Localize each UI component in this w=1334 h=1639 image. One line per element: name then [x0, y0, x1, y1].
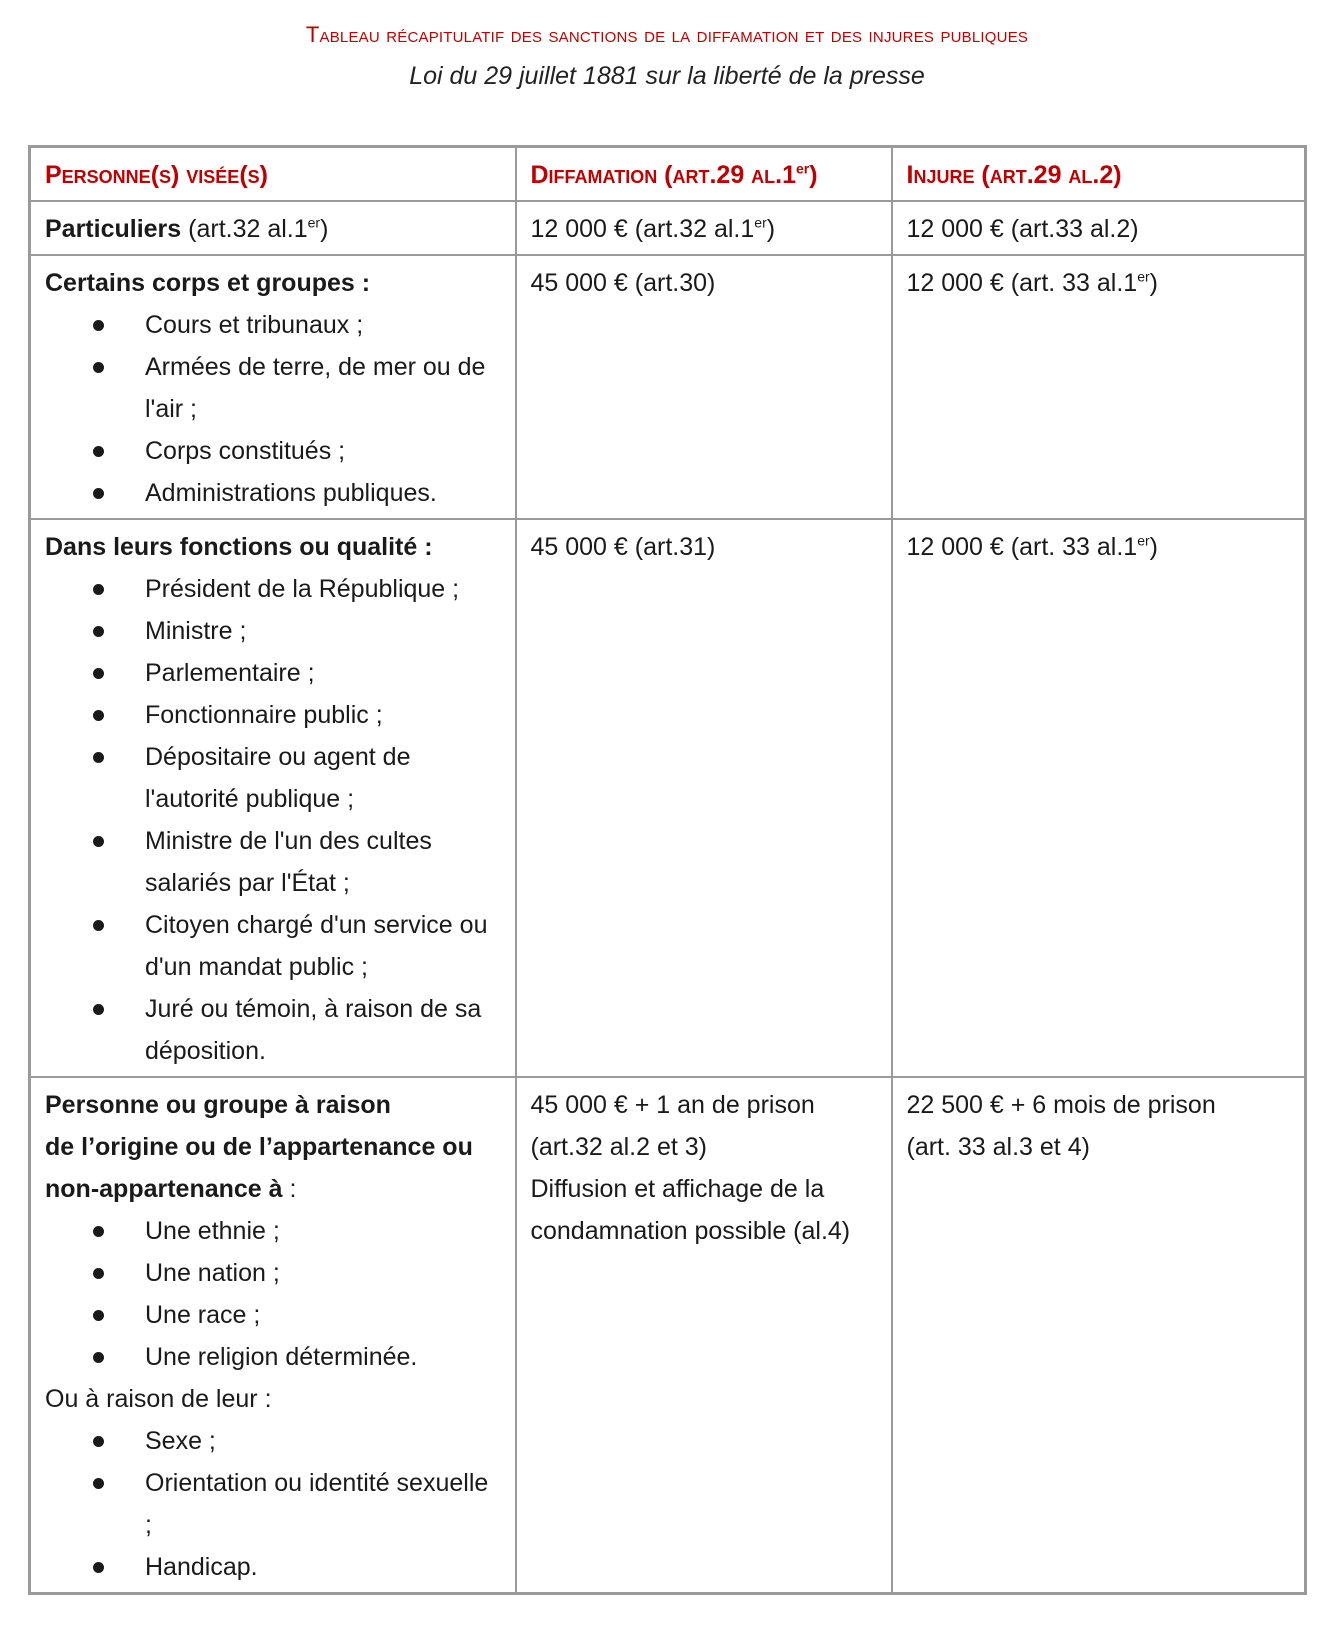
- row3-diffamation: 45 000 € (art.31): [516, 519, 892, 1077]
- list-item: Corps constitués ;: [93, 430, 501, 472]
- sanctions-table: [28, 145, 1307, 1595]
- table-row: [30, 519, 1306, 1077]
- list-item: Président de la République ;: [93, 568, 501, 610]
- row2-diffamation: 45 000 € (art.30): [516, 255, 892, 519]
- list-item: Une nation ;: [93, 1252, 501, 1294]
- list-item: Administrations publiques.: [93, 472, 501, 514]
- row1-diffamation: 12 000 € (art.32 al.1er): [516, 201, 892, 255]
- list-item: Une religion déterminée.: [93, 1336, 501, 1378]
- page-subtitle: Loi du 29 juillet 1881 sur la liberté de la presse: [409, 62, 925, 90]
- row4-list-b: [45, 1420, 501, 1588]
- row4-list-a: [45, 1210, 501, 1378]
- row3-injure: 12 000 € (art. 33 al.1er): [892, 519, 1306, 1077]
- row1-personnes: Particuliers (art.32 al.1er): [30, 201, 516, 255]
- list-item: Dépositaire ou agent de l'autorité publique ;: [93, 736, 501, 820]
- list-item: Armées de terre, de mer ou de l'air ;: [93, 346, 501, 430]
- list-item: Sexe ;: [93, 1420, 501, 1462]
- row4-injure: 22 500 € + 6 mois de prison (art. 33 al.3 et 4): [892, 1077, 1306, 1594]
- list-item: Parlementaire ;: [93, 652, 501, 694]
- header-injure: Injure (art.29 al.2): [892, 147, 1306, 202]
- header-diffamation: Diffamation (art.29 al.1er): [516, 147, 892, 202]
- row2-injure: 12 000 € (art. 33 al.1er): [892, 255, 1306, 519]
- row3-list: [45, 568, 501, 1072]
- row1-injure: 12 000 € (art.33 al.2): [892, 201, 1306, 255]
- table-row: [30, 1077, 1306, 1594]
- list-item: Orientation ou identité sexuelle ;: [93, 1462, 501, 1546]
- list-item: Une ethnie ;: [93, 1210, 501, 1252]
- row4-diffamation: 45 000 € + 1 an de prison (art.32 al.2 et 3) Diffusion et affichage de la condamnation possible (al.4): [516, 1077, 892, 1594]
- list-item: Cours et tribunaux ;: [93, 304, 501, 346]
- page-title: Tableau récapitulatif des sanctions de la diffamation et des injures publiques: [305, 22, 1029, 47]
- row4-personnes: Personne ou groupe à raison de l’origine ou de l’appartenance ou non-appartenance à : Une ethnie ; Une nation ; Une race ; Une religion déterminée. Ou à raison de leur : Sexe ; Orientation ou identité sexuelle ; Handicap.: [30, 1077, 516, 1594]
- list-item: Handicap.: [93, 1546, 501, 1588]
- list-item: Ministre ;: [93, 610, 501, 652]
- table-row: [30, 201, 1306, 255]
- list-item: Fonctionnaire public ;: [93, 694, 501, 736]
- list-item: Juré ou témoin, à raison de sa déposition.: [93, 988, 501, 1072]
- table-row: [30, 255, 1306, 519]
- header-personnes: Personne(s) visée(s): [30, 147, 516, 202]
- list-item: Ministre de l'un des cultes salariés par l'État ;: [93, 820, 501, 904]
- table-header-row: [30, 147, 1306, 202]
- row4-or-line: Ou à raison de leur :: [45, 1385, 272, 1413]
- row3-personnes: Dans leurs fonctions ou qualité : Président de la République ; Ministre ; Parlementaire ; Fonctionnaire public ; Dépositaire ou agent de l'autorité publique ; Ministre de l'un des cultes salariés par l'État ; Citoyen chargé d'un service ou d'un mandat public ; Juré ou témoin, à raison de sa déposition.: [30, 519, 516, 1077]
- row2-personnes: Certains corps et groupes : Cours et tribunaux ; Armées de terre, de mer ou de l'air ; Corps constitués ; Administrations publiques.: [30, 255, 516, 519]
- row2-list: [45, 304, 501, 514]
- list-item: Une race ;: [93, 1294, 501, 1336]
- list-item: Citoyen chargé d'un service ou d'un mandat public ;: [93, 904, 501, 988]
